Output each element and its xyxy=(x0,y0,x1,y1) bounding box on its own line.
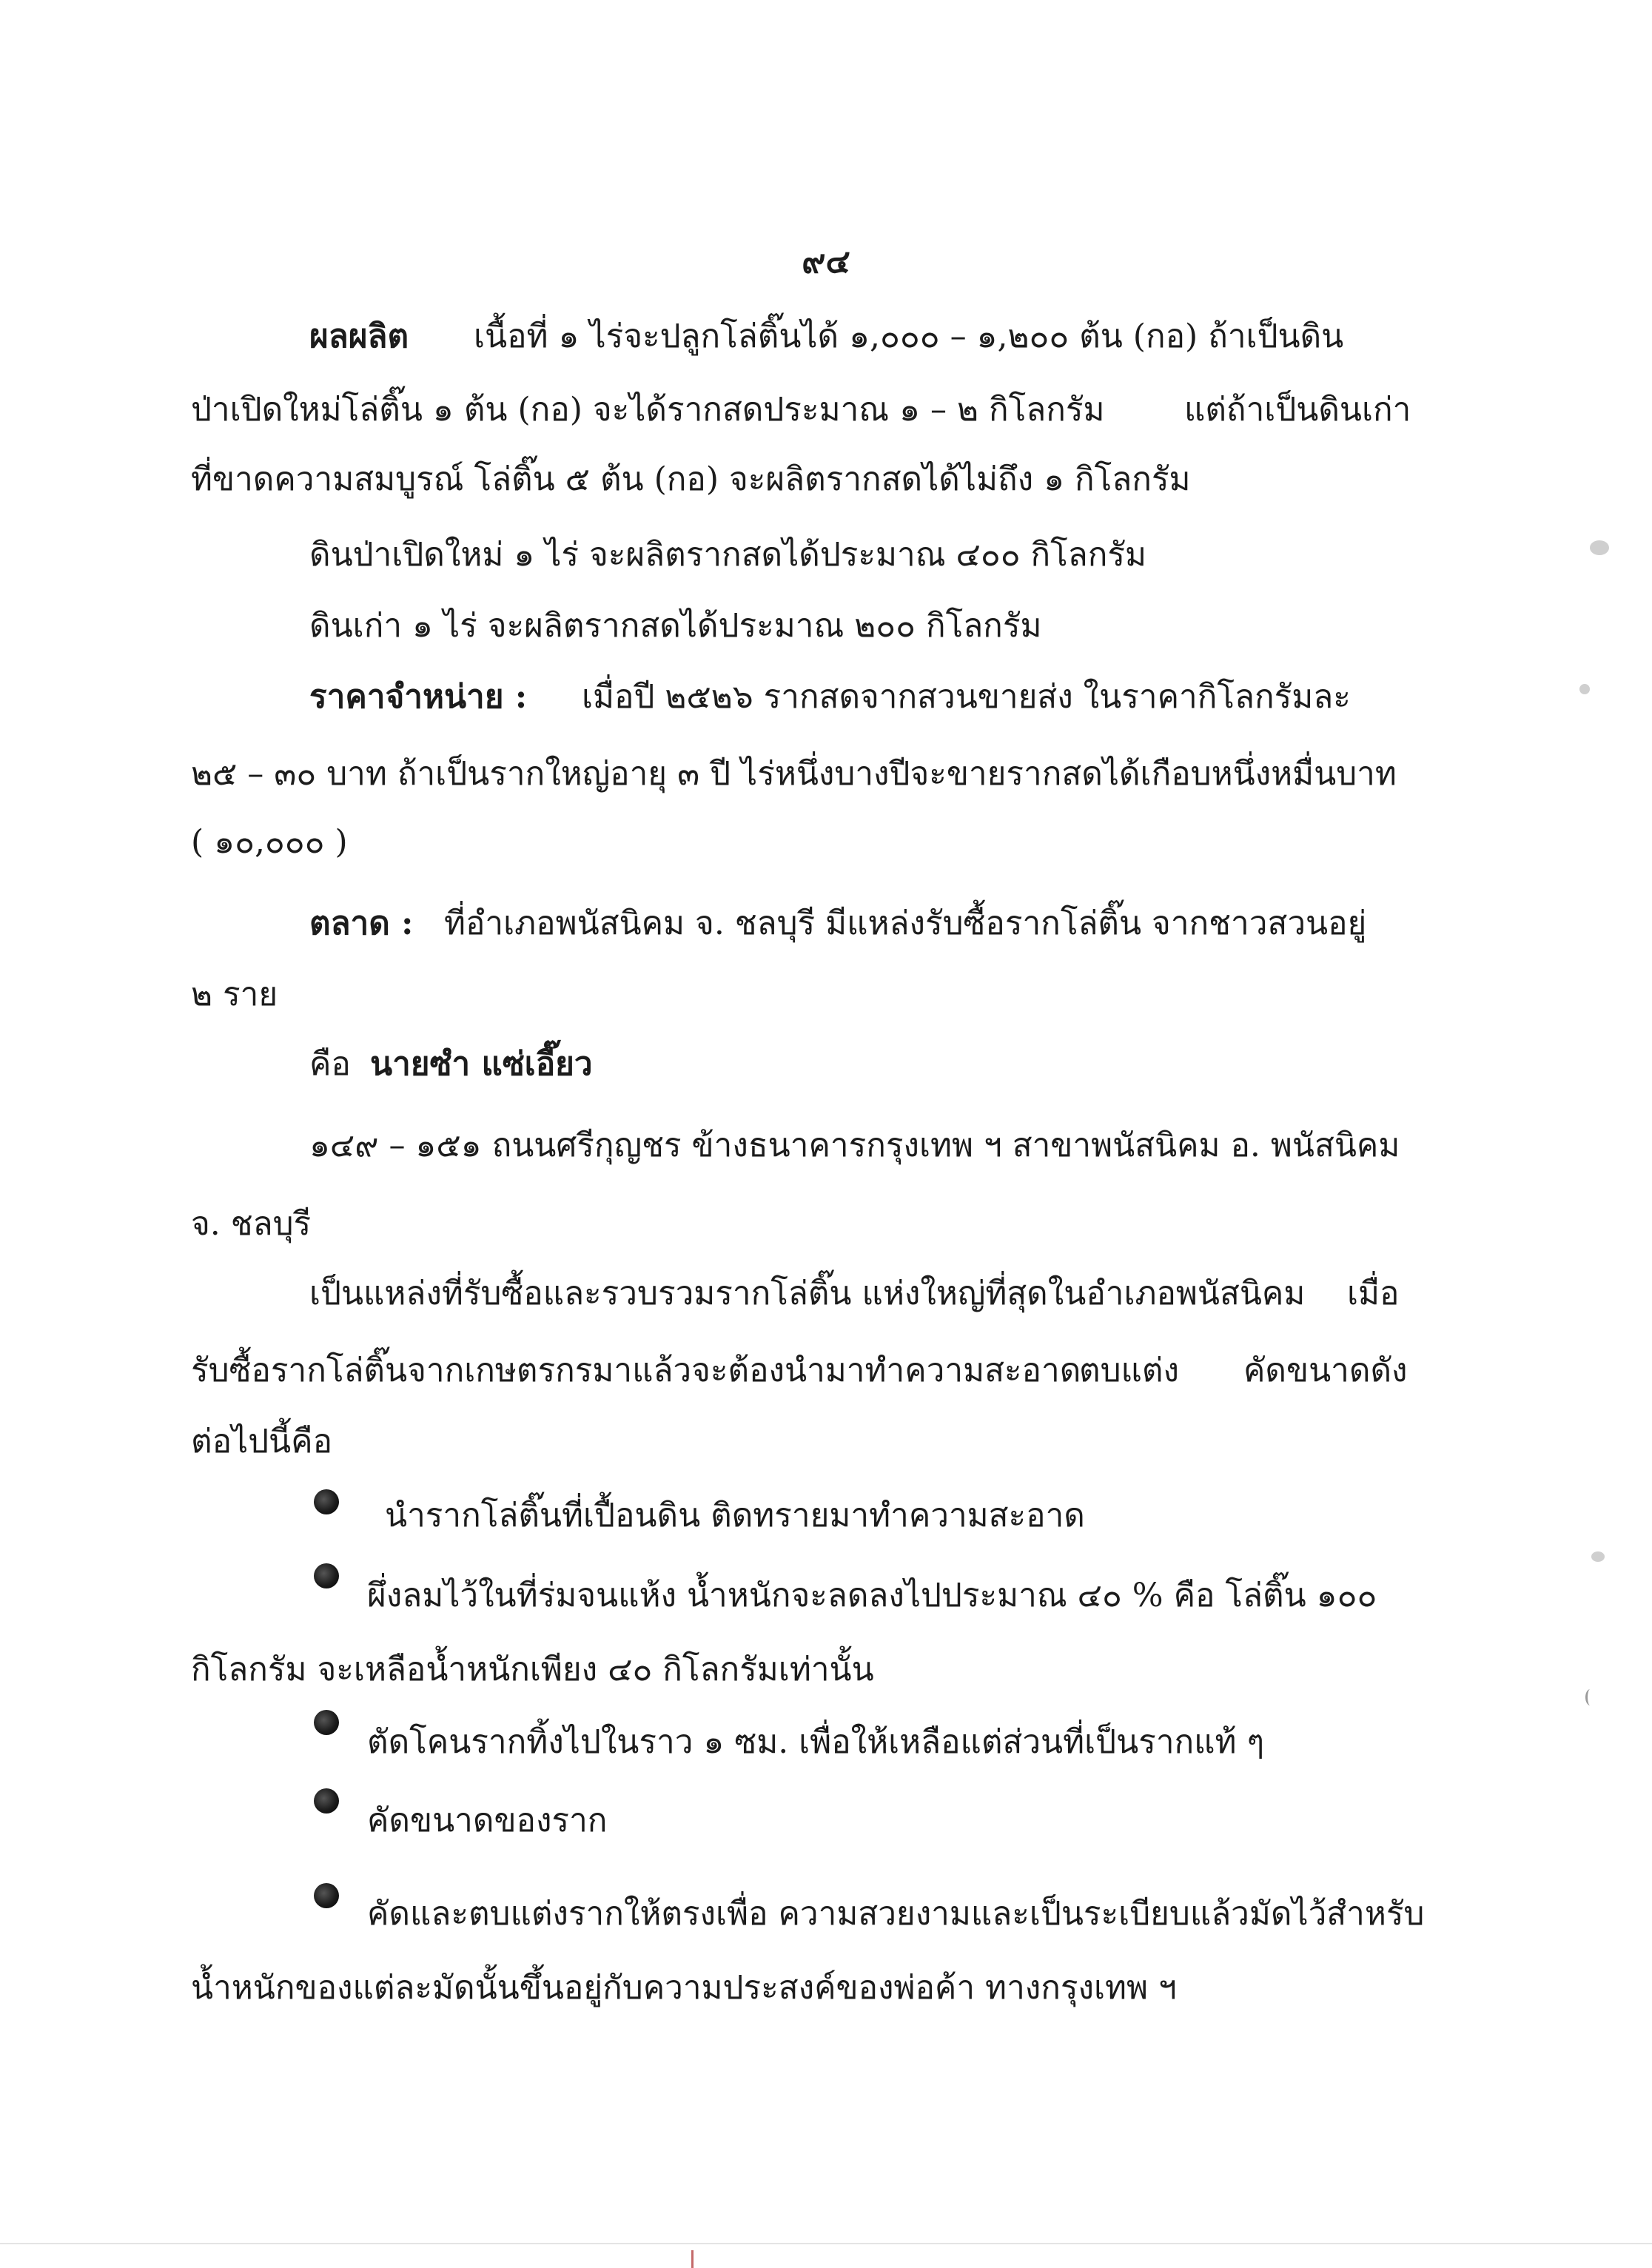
description-line-3: ต่อไปนี้คือ xyxy=(191,1423,332,1460)
market-line-1: ที่อำเภอพนัสนิคม จ. ชลบุรี มีแหล่งรับซื้อรากโล่ติ๊น จากชาวสวนอยู่ xyxy=(444,905,1367,942)
description-line-2b: ตบแต่ง xyxy=(1079,1352,1179,1389)
market-line-2: ๒ ราย xyxy=(191,976,278,1013)
yield-line-1: เนื้อที่ ๑ ไร่จะปลูกโล่ติ๊นได้ ๑,๐๐๐ – ๑,๒๐๐ ต้น (กอ) ถ้าเป็นดิน xyxy=(474,318,1344,355)
page-number: ๙๔ xyxy=(802,243,850,281)
bullet-icon xyxy=(314,1883,339,1908)
buyer-prefix: คือ xyxy=(309,1045,351,1083)
step-trim-base: ตัดโคนรากทิ้งไปในราว ๑ ซม. เพื่อให้เหลือแต่ส่วนที่เป็นรากแท้ ๆ xyxy=(367,1723,1265,1761)
scan-mark xyxy=(691,2250,694,2268)
buyer-name: นายซำ แซ่เอี๊ยว xyxy=(370,1045,593,1083)
bullet-icon xyxy=(314,1710,339,1735)
yield-line-3: ที่ขาดความสมบูรณ์ โล่ติ๊น ๕ ต้น (กอ) จะผลิตรากสดได้ไม่ถึง ๑ กิโลกรัม xyxy=(191,460,1191,498)
yield-heading: ผลผลิต xyxy=(309,318,409,355)
step-straighten-bundle: คัดและตบแต่งรากให้ตรงเพื่อ ความสวยงามและเป็นระเบียบแล้วมัดไว้สำหรับ xyxy=(367,1895,1425,1933)
bullet-icon xyxy=(314,1788,339,1814)
description-line-2c: คัดขนาดดัง xyxy=(1243,1352,1408,1389)
step-sort-size: คัดขนาดของราก xyxy=(367,1802,608,1839)
step-clean-roots: นำรากโล่ติ๊นที่เปื้อนดิน ติดทรายมาทำความสะอาด xyxy=(385,1497,1085,1534)
step-air-dry-cont: กิโลกรัม จะเหลือน้ำหนักเพียง ๔๐ กิโลกรัมเท่านั้น xyxy=(191,1651,874,1688)
bullet-icon xyxy=(314,1563,339,1588)
step-air-dry: ผึ่งลมไว้ในที่ร่มจนแห้ง น้ำหนักจะลดลงไปประมาณ ๔๐ % คือ โล่ติ๊น ๑๐๐ xyxy=(367,1577,1377,1614)
scan-speck xyxy=(1579,684,1590,694)
bullet-icon xyxy=(314,1489,339,1514)
price-heading: ราคาจำหน่าย : xyxy=(309,678,528,716)
price-line-2: ๒๕ – ๓๐ บาท ถ้าเป็นรากใหญ่อายุ ๓ ปี ไร่หนึ่งบางปีจะขายรากสดได้เกือบหนึ่งหมื่นบาท xyxy=(191,755,1397,793)
step-straighten-bundle-cont: น้ำหนักของแต่ละมัดนั้นขึ้นอยู่กับความประสงค์ของพ่อค้า ทางกรุงเทพ ฯ xyxy=(191,1969,1177,2007)
buyer-address-line-2: จ. ชลบุรี xyxy=(191,1205,312,1243)
price-line-1: เมื่อปี ๒๕๒๖ รากสดจากสวนขายส่ง ในราคากิโลกรัมละ xyxy=(582,678,1351,716)
scan-bottom-edge xyxy=(0,2243,1652,2244)
scan-speck xyxy=(1591,1551,1605,1562)
description-line-1a: เป็นแหล่งที่รับซื้อและรวบรวมรากโล่ติ๊น แห่งใหญ่ที่สุดในอำเภอพนัสนิคม xyxy=(309,1275,1306,1312)
scan-speck xyxy=(1590,540,1609,555)
yield-line-2a: ป่าเปิดใหม่โล่ติ๊น ๑ ต้น (กอ) จะได้รากสดประมาณ ๑ – ๒ กิโลกรัม xyxy=(191,391,1105,429)
yield-line-2b: แต่ถ้าเป็นดินเก่า xyxy=(1184,391,1411,429)
description-line-2a: รับซื้อรากโล่ติ๊นจากเกษตรกรมาแล้วจะต้องนำมาทำความสะอาด xyxy=(191,1352,1081,1389)
old-soil-yield: ดินเก่า ๑ ไร่ จะผลิตรากสดได้ประมาณ ๒๐๐ กิโลกรัม xyxy=(309,607,1042,645)
description-line-1b: เมื่อ xyxy=(1347,1275,1400,1312)
buyer-address-line-1: ๑๔๙ – ๑๕๑ ถนนศรีกุญชร ข้างธนาคารกรุงเทพ ฯ สาขาพนัสนิคม อ. พนัสนิคม xyxy=(309,1127,1400,1164)
price-line-3: ( ๑๐,๐๐๐ ) xyxy=(191,823,348,861)
market-heading: ตลาด : xyxy=(309,905,414,942)
scan-speck xyxy=(1585,1689,1595,1705)
new-forest-soil-yield: ดินป่าเปิดใหม่ ๑ ไร่ จะผลิตรากสดได้ประมาณ ๔๐๐ กิโลกรัม xyxy=(309,536,1147,574)
